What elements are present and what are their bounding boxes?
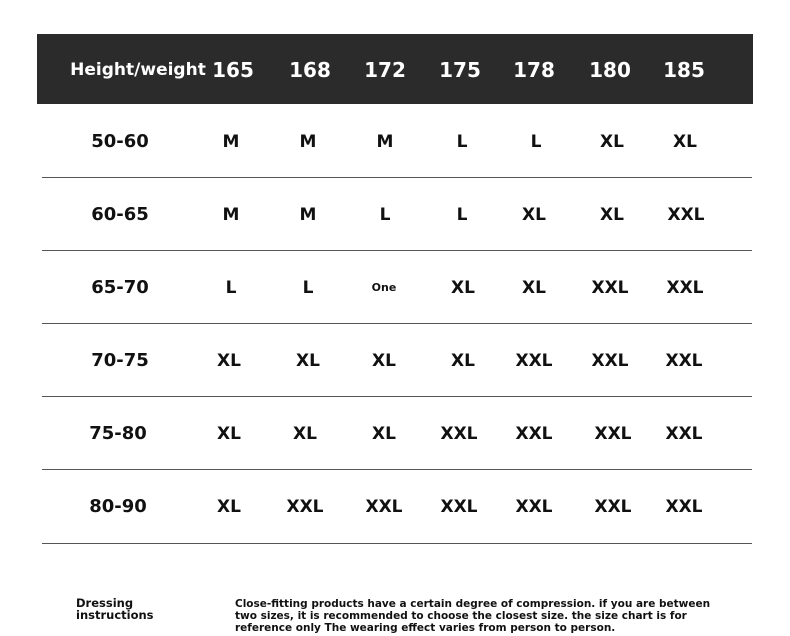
size-cell: XXL — [286, 497, 324, 517]
size-cell: XXL — [666, 278, 704, 298]
size-cell: XXL — [591, 278, 629, 298]
table-row — [42, 178, 752, 251]
size-cell: XXL — [515, 351, 553, 371]
dressing-instructions-text: Close-fitting products have a certain degree of compression. if you are between two sizes, it is recommended to choose the closest size. the size chart is for reference only The wearing effect varies from person to person. — [235, 598, 711, 634]
size-cell: XL — [673, 132, 697, 152]
size-cell: L — [379, 205, 391, 225]
size-cell: XL — [451, 278, 475, 298]
size-cell: M — [222, 205, 240, 225]
size-cell: XXL — [591, 351, 629, 371]
table-row — [42, 324, 752, 397]
size-cell: M — [222, 132, 240, 152]
size-cell: XXL — [365, 497, 403, 517]
table-row — [42, 105, 752, 178]
size-cell: XL — [600, 132, 624, 152]
size-cell: XXL — [665, 497, 703, 517]
size-cell: XXL — [440, 497, 478, 517]
weight-cell: 50-60 — [91, 131, 149, 152]
height-165: 165 — [212, 58, 254, 82]
size-cell: L — [530, 132, 542, 152]
size-cell: XL — [217, 424, 241, 444]
size-cell: XL — [522, 205, 546, 225]
size-cell: L — [456, 205, 468, 225]
dressing-instructions-label: Dressing instructions — [76, 596, 154, 622]
table-row — [42, 397, 752, 470]
size-cell: XL — [372, 351, 396, 371]
weight-cell: 65-70 — [91, 277, 149, 298]
size-cell: M — [299, 132, 317, 152]
size-chart-header — [37, 34, 753, 104]
size-cell: XL — [600, 205, 624, 225]
size-cell: XL — [296, 351, 320, 371]
size-cell: XXL — [515, 424, 553, 444]
size-cell: L — [456, 132, 468, 152]
height-178: 178 — [513, 58, 555, 82]
weight-cell: 60-65 — [91, 204, 149, 225]
weight-cell: 80-90 — [89, 496, 147, 517]
weight-cell: 70-75 — [91, 350, 149, 371]
height-168: 168 — [289, 58, 331, 82]
size-cell: XXL — [594, 424, 632, 444]
size-cell: XL — [217, 351, 241, 371]
size-cell: XXL — [667, 205, 705, 225]
size-cell: XL — [522, 278, 546, 298]
size-cell: XXL — [665, 424, 703, 444]
height-weight-label: Height/weight — [70, 60, 206, 80]
size-cell: XXL — [665, 351, 703, 371]
height-185: 185 — [663, 58, 705, 82]
size-cell: L — [302, 278, 314, 298]
height-180: 180 — [589, 58, 631, 82]
size-cell: XL — [372, 424, 396, 444]
weight-cell: 75-80 — [89, 423, 147, 444]
table-row — [42, 470, 752, 544]
row-divider — [42, 543, 752, 544]
table-row — [42, 251, 752, 324]
height-172: 172 — [364, 58, 406, 82]
size-cell: One — [371, 281, 397, 294]
height-175: 175 — [439, 58, 481, 82]
size-cell: XL — [217, 497, 241, 517]
size-cell: L — [225, 278, 237, 298]
size-cell: M — [376, 132, 394, 152]
size-cell: XXL — [594, 497, 632, 517]
size-cell: XL — [451, 351, 475, 371]
size-cell: XXL — [515, 497, 553, 517]
size-cell: XL — [293, 424, 317, 444]
size-cell: M — [299, 205, 317, 225]
size-cell: XXL — [440, 424, 478, 444]
